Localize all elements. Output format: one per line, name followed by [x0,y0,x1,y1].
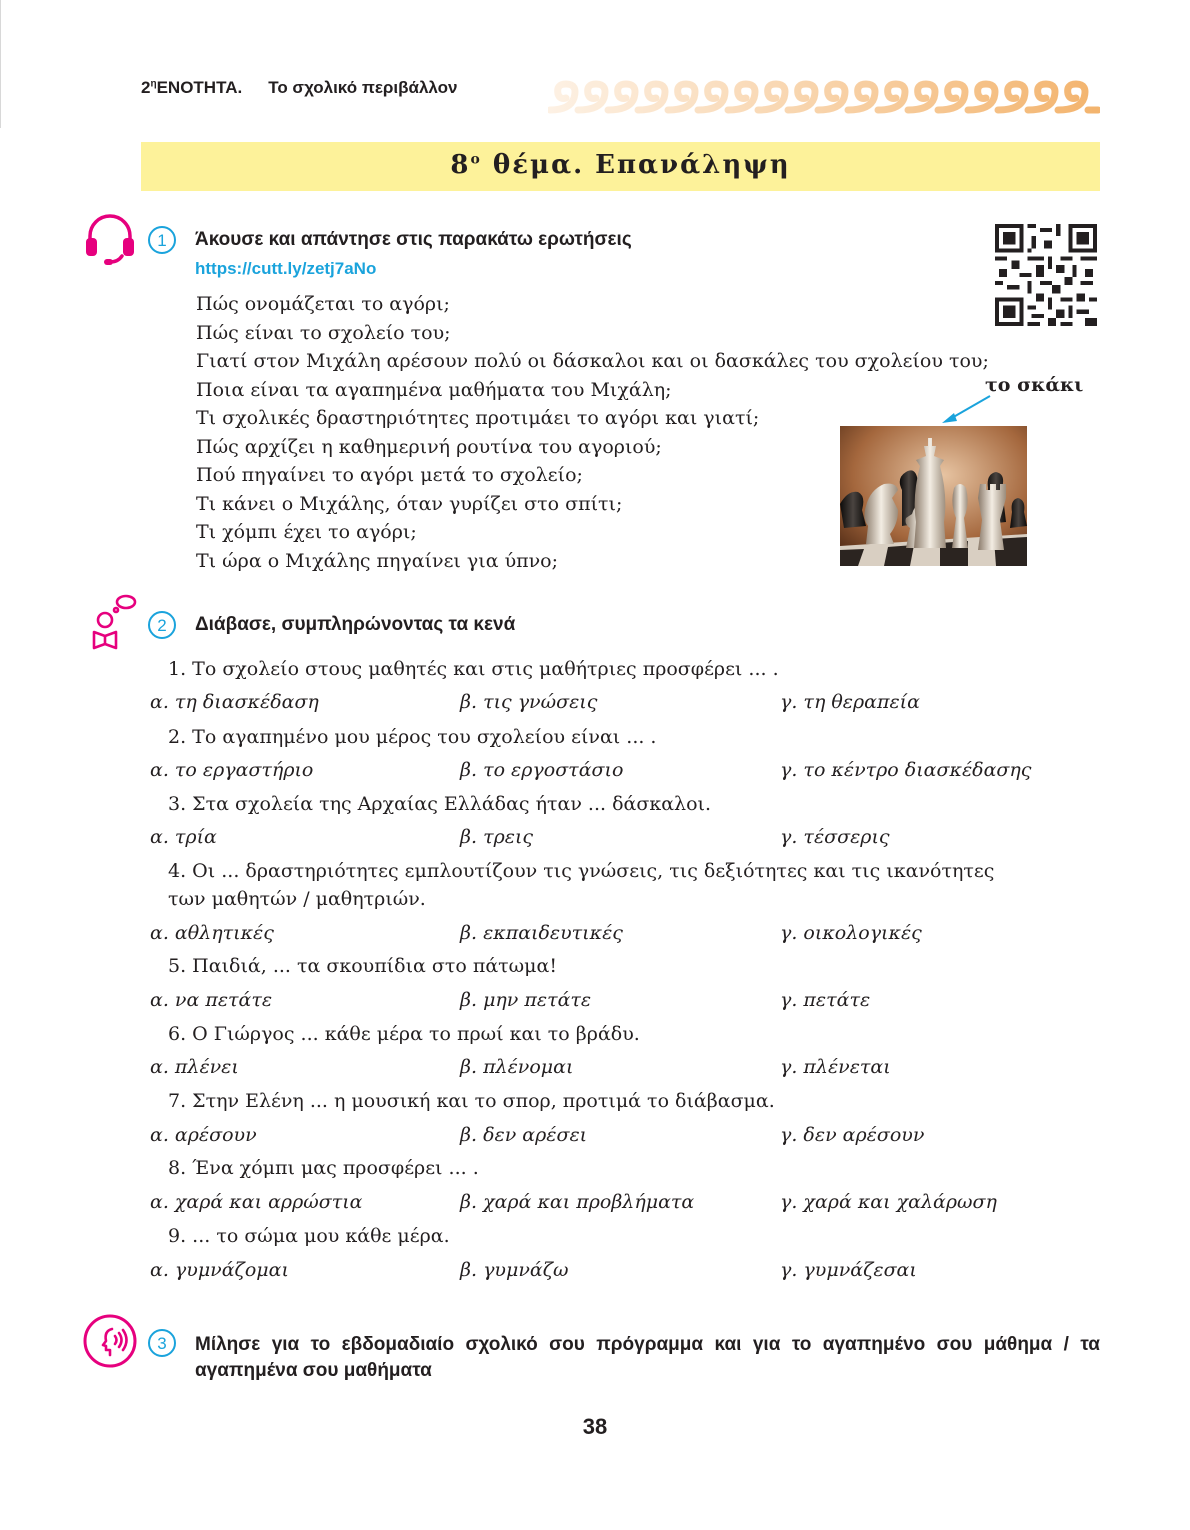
option-a: α. γυμνάζομαι [150,1259,289,1281]
section-2-number: 2 [157,616,167,635]
option-a: α. πλένει [150,1056,239,1078]
option-b: β. μην πετάτε [460,989,592,1011]
item-stem: 3. Στα σχολεία της Αρχαίας Ελλάδας ήταν ... δάσκαλοι. [168,793,712,815]
option-b: β. εκπαιδευτικές [460,922,623,944]
option-c: γ. το κέντρο διασκέδασης [780,759,1032,781]
option-b: β. χαρά και προβλήματα [460,1191,695,1213]
item-stem-continued: των μαθητών / μαθητριών. [168,888,426,910]
option-a: α. τρία [150,826,217,848]
headphones-icon [82,210,138,266]
page-number: 38 [582,1414,608,1439]
option-c: γ. πετάτε [780,989,871,1011]
option-b: β. δεν αρέσει [460,1124,588,1146]
page-title [141,150,1100,180]
option-c: γ. πλένεται [780,1056,891,1078]
title-band [141,142,1100,191]
unit-number: 2 [141,78,151,97]
unit-label: ΕΝΟΤΗΤΑ. [156,78,243,97]
qr-code-icon [995,224,1097,326]
question: Τι σχολικές δραστηριότητες προτιμάει το αγόρι και γιατί; [196,407,760,429]
item-stem: 5. Παιδιά, ... τα σκουπίδια στο πάτωμα! [168,955,557,977]
page-edge-rule [0,0,1,128]
option-b: β. πλένομαι [460,1056,574,1078]
section-2-number-circle [147,610,177,640]
caption-arrow-icon [938,392,994,426]
section-3-number-circle [147,1328,177,1358]
unit-title: Το σχολικό περιβάλλον [268,78,458,97]
option-a: α. αρέσουν [150,1124,257,1146]
item-stem: 8. Ένα χόμπι μας προσφέρει ... . [168,1157,479,1179]
section-1-instruction: Άκουσε και απάντησε στις παρακάτω ερωτήσεις [195,229,632,250]
question: Τι ώρα ο Μιχάλης πηγαίνει για ύπνο; [196,549,559,572]
option-c: γ. οικολογικές [780,922,922,944]
item-stem: 1. Το σχολείο στους μαθητές και στις μαθήτριες προσφέρει ... . [168,658,779,680]
question: Πώς αρχίζει η καθημερινή ρουτίνα του αγοριού; [196,435,662,458]
unit-number-sup: η [150,78,157,90]
question: Τι κάνει ο Μιχάλης, όταν γυρίζει στο σπίτι; [196,492,623,515]
chess-pieces-image [840,426,1027,566]
option-c: γ. δεν αρέσουν [780,1124,925,1146]
audio-link[interactable]: https://cutt.ly/zetj7aNo [195,259,377,278]
option-a: α. αθλητικές [150,922,274,944]
item-stem: 2. Το αγαπημένο μου μέρος του σχολείου είναι ... . [168,726,657,748]
option-b: β. τις γνώσεις [460,691,598,713]
option-b: β. το εργοστάσιο [460,759,624,781]
option-a: α. χαρά και αρρώστια [150,1191,363,1213]
title-sup: ο [470,151,482,168]
question: Ποια είναι τα αγαπημένα μαθήματα του Μιχάλη; [196,378,672,401]
option-c: γ. χαρά και χαλάρωση [780,1191,997,1213]
section-1-number-circle [147,225,177,255]
option-a: α. τη διασκέδαση [150,691,319,713]
section-2-instruction: Διάβασε, συμπληρώνοντας τα κενά [195,614,516,635]
option-a: α. να πετάτε [150,989,273,1011]
reading-child-icon [88,594,144,650]
item-stem: 6. Ο Γιώργος ... κάθε μέρα το πρωί και το βράδυ. [168,1023,640,1045]
option-a: α. το εργαστήριο [150,759,314,781]
unit-header [141,78,458,98]
section-3-instruction: Μίλησε για το εβδομαδιαίο σχολικό σου πρόγραμμα και για το αγαπημένο σου μάθημα / τα αγαπημένα σου μαθήματα [195,1334,1100,1381]
chess-caption: το σκάκι [985,374,1084,396]
question: Πώς ονομάζεται το αγόρι; [196,293,450,315]
section-3-number: 3 [157,1334,167,1353]
greek-wave-ornament [548,76,1100,116]
question: Πού πηγαίνει το αγόρι μετά το σχολείο; [196,464,583,486]
title-number: 8 [450,150,471,180]
item-stem: 4. Οι ... δραστηριότητες εμπλουτίζουν τις γνώσεις, τις δεξιότητες και τις ικανότητες [168,860,995,882]
option-c: γ. γυμνάζεσαι [780,1259,917,1281]
item-stem: 7. Στην Ελένη ... η μουσική και το σπορ, προτιμά το διάβασμα. [168,1090,775,1112]
question: Τι χόμπι έχει το αγόρι; [196,521,417,543]
question: Γιατί στον Μιχάλη αρέσουν πολύ οι δάσκαλοι και οι δασκάλες του σχολείου του; [196,350,989,372]
speaking-head-icon [82,1313,138,1369]
option-b: β. γυμνάζω [460,1259,569,1281]
option-c: γ. τη θεραπεία [780,691,920,713]
question: Πώς είναι το σχολείο του; [196,321,451,344]
option-b: β. τρεις [460,826,534,848]
item-stem: 9. ... το σώμα μου κάθε μέρα. [168,1225,450,1247]
section-1-number: 1 [157,231,167,250]
title-text: θέμα. Επανάληψη [492,150,791,180]
option-c: γ. τέσσερις [780,826,890,848]
